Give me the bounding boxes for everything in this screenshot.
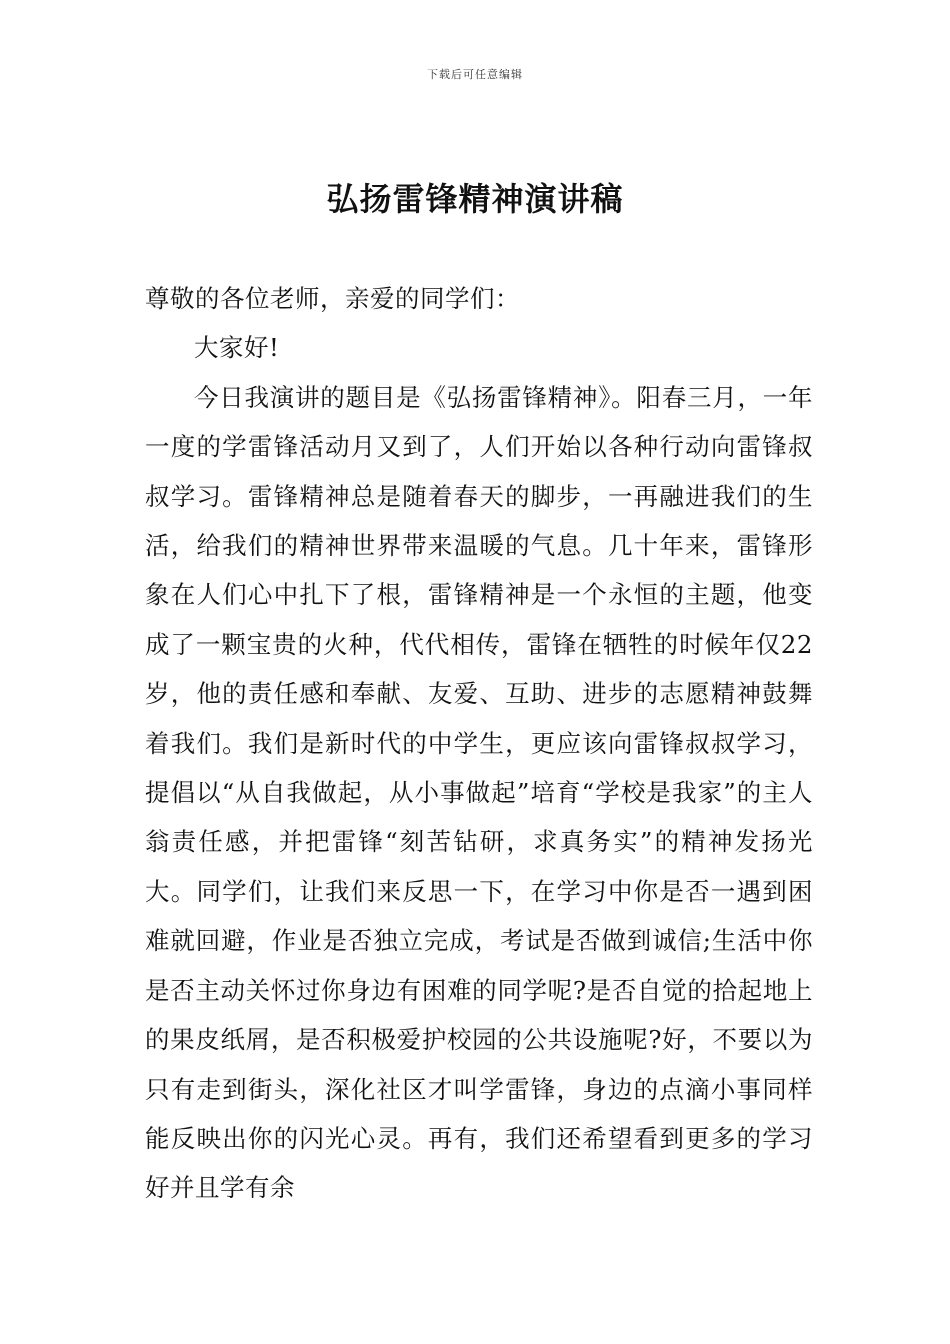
greeting: 大家好! [194, 333, 280, 363]
header-note: 下载后可任意编辑 [427, 68, 523, 81]
document-body [145, 274, 813, 1213]
document-title: 弘扬雷锋精神演讲稿 [326, 180, 624, 218]
salutation: 尊敬的各位老师，亲爱的同学们： [145, 284, 520, 313]
body-paragraph: 今日我演讲的题目是《弘扬雷锋精神》。阳春三月，一年一度的学雷锋活动月又到了，人们开始以各种行动向雷锋叔叔学习。雷锋精神总是随着春天的脚步，一再融进我们的生活，给我们的精神世界带来温暖的气息。几十年来，雷锋形象在人们心中扎下了根，雷锋精神是一个永恒的主题，他变成了一颗宝贵的火种，代代相传，雷锋在牺牲的时候年仅22岁，他的责任感和奉献、友爱、互助、进步的志愿精神鼓舞着我们。我们是新时代的中学生，更应该向雷锋叔叔学习，提倡以“从自我做起，从小事做起”培育“学校是我家”的主人翁责任感，并把雷锋“刻苦钻研，求真务实”的精神发扬光大。同学们，让我们来反思一下，在学习中你是否一遇到困难就回避，作业是否独立完成，考试是否做到诚信;生活中你是否主动关怀过你身边有困难的同学呢?是否自觉的拾起地上的果皮纸屑，是否积极爱护校园的公共设施呢?好，不要以为只有走到街头，深化社区才叫学雷锋，身边的点滴小事同样能反映出你的闪光心灵。再有，我们还希望看到更多的学习好并且学有余 [145, 382, 813, 1203]
